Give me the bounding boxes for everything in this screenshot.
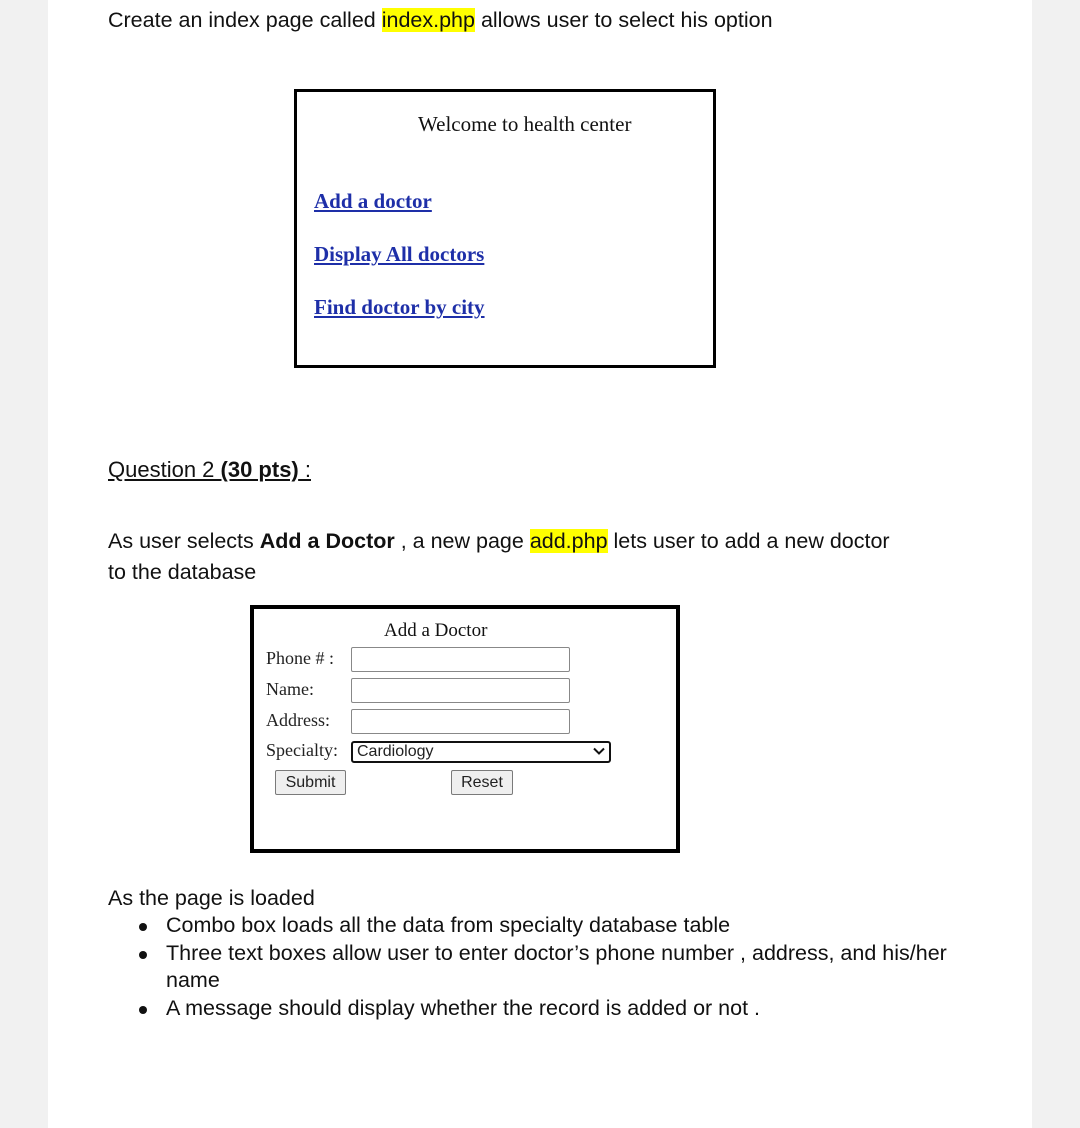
welcome-title: Welcome to health center [418,112,632,136]
list-item: Three text boxes allow user to enter doctor’s phone number , address, and his/her name [166,940,956,995]
reset-button[interactable]: Reset [451,770,513,795]
add-doctor-form-figure [250,605,680,853]
description-line-2: to the database [108,560,257,584]
description-line-1: As user selects Add a Doctor , a new page add.php lets user to add a new doctor [108,529,890,553]
question-points: (30 pts) [220,457,299,482]
form-title: Add a Doctor [384,620,488,641]
name-label: Name: [266,679,314,699]
question-heading: Question 2 (30 pts) : [108,457,311,482]
add-doctor-bold: Add a Doctor [259,529,395,553]
address-input[interactable] [351,709,570,734]
intro-line: Create an index page called index.php allows user to select his option [108,8,773,32]
specialty-label: Specialty: [266,740,338,760]
submit-button[interactable]: Submit [275,770,346,795]
name-input[interactable] [351,678,570,703]
address-label: Address: [266,710,330,730]
phone-label: Phone # : [266,648,335,668]
add-filename: add.php [529,529,608,553]
notes-list [166,912,956,1022]
list-item: A message should display whether the record is added or not . [166,995,956,1023]
display-all-doctors-link[interactable]: Display All doctors [314,242,485,266]
notes-heading: As the page is loaded [108,886,315,910]
index-page-figure [294,89,716,368]
list-item: Combo box loads all the data from specialty database table [166,912,956,940]
specialty-value: Cardiology [357,743,434,760]
index-filename: index.php [381,8,475,32]
phone-input[interactable] [351,647,570,672]
add-doctor-link[interactable]: Add a doctor [314,189,432,213]
specialty-select[interactable] [351,741,611,763]
chevron-down-icon [593,747,605,756]
find-doctor-by-city-link[interactable]: Find doctor by city [314,295,485,319]
